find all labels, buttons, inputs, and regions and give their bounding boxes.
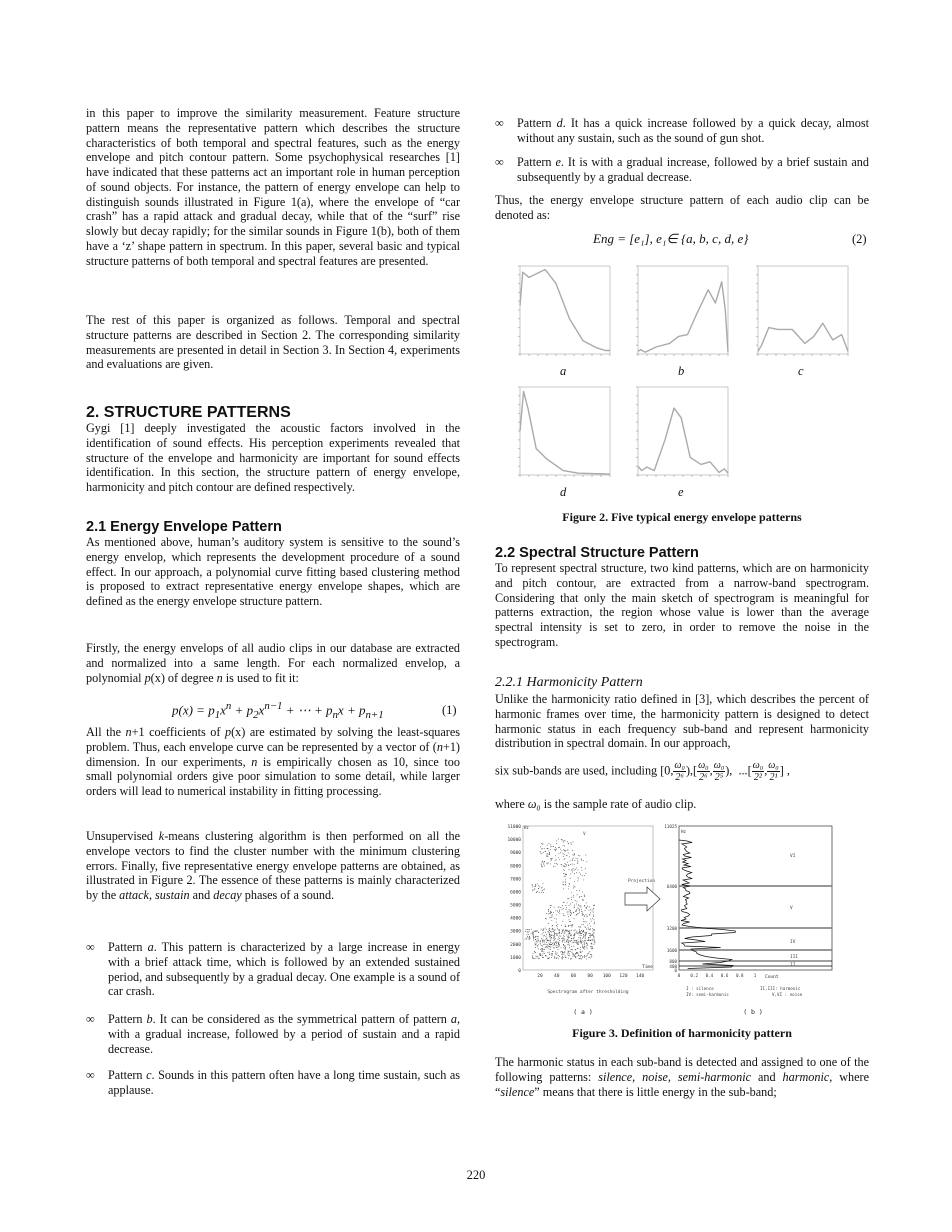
- spectrogram-mark: V: [583, 832, 586, 837]
- envelope-plot-e: [632, 383, 732, 487]
- page-number: 220: [466, 1168, 486, 1182]
- x-tick-label: 20: [537, 974, 543, 979]
- bullet-text: Pattern e. It is with a gradual increase, followed by a brief sustain and subsequently by a gradual decrease.: [517, 155, 869, 184]
- paragraph: As mentioned above, human’s auditory system is sensitive to the sound’s energy envelop, which represents the development procedure of a sound effect. In our approach, a polynomial curve fitting based clustering method is proposed to extract representative energy envelope shapes, which are defined as the energy envelope structure pattern.: [86, 535, 460, 608]
- subfigure-label: ( a ): [573, 1008, 593, 1016]
- fraction-den: 2⁶: [699, 772, 708, 783]
- subsection-heading: 2.1 Energy Envelope Pattern: [86, 519, 282, 535]
- equation-2: Eng = [e₁], e₁∈ {a, b, c, d, e}: [593, 231, 749, 246]
- bullet-pattern-d: [495, 116, 869, 146]
- bullet-icon: ∞: [86, 940, 95, 954]
- legend-item: II,III: harmonic: [760, 986, 801, 991]
- figure-2-label: a: [560, 364, 567, 378]
- x-tick-label: 120: [619, 974, 628, 979]
- band-label: VI: [790, 854, 796, 859]
- figure-2-label: b: [678, 364, 685, 378]
- x-tick-label: 0.2: [690, 973, 698, 978]
- band-label: III: [790, 955, 799, 960]
- subsubsection-heading: 2.2.1 Harmonicity Pattern: [495, 675, 643, 690]
- y-tick-label: 1600: [666, 948, 677, 953]
- subfigure-label: ( b ): [743, 1008, 763, 1016]
- x-unit: Count: [765, 975, 779, 980]
- legend-item: IV: semi-harmonic: [686, 992, 729, 997]
- y-unit: Hz: [524, 825, 529, 830]
- x-tick-label: 0: [677, 973, 681, 978]
- paragraph: Thus, the energy envelope structure pattern of each audio clip can be denoted as:: [495, 193, 869, 222]
- y-tick-label: 400: [669, 964, 677, 969]
- paragraph: Firstly, the energy envelops of all audio clips in our database are extracted and normalized into a same length. For each normalized envelop, a polynomial p(x) of degree n is used to fit it:: [86, 641, 460, 685]
- y-tick-label: 6400: [666, 884, 677, 889]
- figure-2-label: c: [798, 364, 804, 378]
- figure-2-label: d: [560, 485, 567, 499]
- paragraph: Unsupervised k-means clustering algorithm is then performed on all the envelope vectors to find the cluster number with the minimum clustering errors. Finally, five representative energy envelope patterns are obtained, as illustrated in Figure 2. The essence of these patterns is mainly characterized by the attack, sustain and decay phases of a sound.: [86, 829, 460, 902]
- equation-1: $p(x) = p_1x^n + p_2x^{n-1}$ + ⋯ + $p_nx + p_{n+1}$: [172, 700, 384, 721]
- band-label: IV: [790, 940, 796, 945]
- figure-2-label: e: [678, 485, 684, 499]
- y-tick-label: 9000: [510, 851, 521, 857]
- fraction-num: ω₀: [752, 760, 764, 771]
- bullet-pattern-e: [495, 155, 869, 185]
- x-tick-label: 40: [553, 974, 560, 979]
- projection-label: Projection: [628, 879, 656, 884]
- subbands-text: six sub-bands are used, including: [495, 763, 658, 778]
- section-heading: 2. STRUCTURE PATTERNS: [86, 404, 291, 421]
- y-tick-label: 800: [669, 959, 677, 964]
- spectrogram-points: [525, 839, 596, 960]
- envelope-plot-a: [514, 262, 614, 366]
- x-tick-label: 100: [602, 974, 611, 979]
- bullet-text: Pattern a. This pattern is characterized by a large increase in energy with a brief attack time, which is followed by an extended sustained period, and subsequently by a gradual decay. One example is a sound of car crash.: [108, 940, 460, 999]
- subbands-line: six sub-bands are used, including [0, $\frac{\text{ω₀}}{\text{2⁶}}$ ),[ $\frac{\text{ω₀}}{\text{2⁶}}$ , $\frac{\text{ω₀}}{\text{2⁵}}$ ), ...[ $\frac{\text{ω₀}}{\text{2²}}$ , $\frac{\text{ω₀}}{\text{2¹}}$ ] ,: [495, 760, 790, 783]
- bullet-text: Pattern b. It can be considered as the symmetrical pattern of pattern a, with a gradual increase, followed by a period of sustain and a rapid decrease.: [108, 1012, 460, 1056]
- fraction-den: 2²: [753, 772, 762, 783]
- fraction-den: 2⁶: [675, 772, 684, 783]
- fraction-num: ω₀: [698, 760, 709, 771]
- y-tick-label: 3200: [666, 926, 677, 931]
- envelope-plot-d: [514, 383, 614, 487]
- figure-3: [490, 815, 870, 1025]
- envelope-plot-b: [632, 262, 732, 366]
- y-tick-label: 6000: [510, 890, 521, 896]
- x-tick-label: 0.4: [705, 973, 714, 978]
- legend-item: V,VI : noise: [772, 992, 803, 997]
- subsection-heading: 2.2 Spectral Structure Pattern: [495, 545, 699, 561]
- y-tick-label: 1000: [510, 955, 521, 961]
- spectrogram-title: Spectrogram after thresholding: [547, 990, 629, 995]
- y-tick-label: 0: [674, 968, 677, 973]
- y-unit: Hz: [681, 829, 687, 834]
- envelope-plot-c: [752, 262, 852, 366]
- fraction-num: ω₀: [768, 760, 779, 771]
- paragraph: To represent spectral structure, two kind patterns, which are on harmonicity and pitch contour, are extracted from a narrow-band spectrogram. Considering that only the main sketch of spectrogram is meaningful for patterns extraction, the region whose value is lower than the average spectral intensity is set to zero, in order to remove the noise in the spectrogram.: [495, 561, 869, 649]
- intro-paragraph: in this paper to improve the similarity measurement. Feature structure pattern means the representative pattern which describes the structure characteristics of both temporal and spectral features, such as the energy envelope and pitch contour pattern. Some psychophysical researches [1] have indicated that these patterns act an important role in human perception of sound objects. For instance, the pattern of energy envelope can help to distinguish sounds illustrated in Figure 1(a), where the envelope of “car crash” has a rapid attack and gradual decay, while that of the “surf” rise slowly but decay rapidly; for the similar sounds in Figure 1(b), both of them have a ‘z’ shape pattern in spectrum. In this paper, several basic and typical structure patterns of both temporal and spectral features are presented.: [86, 106, 460, 268]
- y-tick-label: 5000: [510, 903, 521, 909]
- fraction-num: ω₀: [713, 760, 725, 771]
- legend-item: I : silence: [686, 986, 714, 991]
- equation-number: (1): [442, 703, 457, 717]
- equation-number: (2): [852, 232, 867, 246]
- paragraph: The harmonic status in each sub-band is detected and assigned to one of the following patterns: silence, noise, semi-harmonic and harmonic, where “silence” means that there is little energy in the sub-band;: [495, 1055, 870, 1099]
- y-tick-label: 3000: [510, 929, 521, 935]
- y-tick-label: 2000: [510, 942, 521, 948]
- bullet-text: Pattern c. Sounds in this pattern often have a long time sustain, such as applause.: [108, 1068, 460, 1097]
- x-tick-label: 80: [587, 974, 593, 979]
- section-paragraph: Gygi [1] deeply investigated the acoustic factors involved in the identification of sound effects. His perception experiments revealed that structure of the envelope and harmonicity are important for sound effects identification. In this section, the structure pattern of energy envelope, harmonicity and pitch contour are defined respectively.: [86, 421, 460, 494]
- x-tick-label: 0.8: [736, 973, 744, 978]
- y-tick-label: 4000: [510, 916, 521, 922]
- figure-2-caption: Figure 2. Five typical energy envelope patterns: [562, 510, 802, 524]
- bullet-pattern-b: [86, 1012, 460, 1056]
- x-tick-label: 0.6: [720, 973, 729, 978]
- y-tick-label: 7000: [510, 877, 521, 883]
- bullet-text: Pattern d. It has a quick increase followed by a quick decay, almost without any sustain, such as the sound of gun shot.: [517, 116, 869, 145]
- projection-arrow-icon: [625, 887, 660, 911]
- paragraph: Unlike the harmonicity ratio defined in [3], which describes the percent of harmonic frames over time, the harmonicity pattern is designed to detect harmonic status in each frequency sub-band and represent harmonicity distribution in spectral domain. In our approach,: [495, 692, 869, 751]
- y-tick-label: 11025: [664, 824, 677, 829]
- x-tick-label: 1: [753, 973, 757, 978]
- paragraph: where ω₀ is the sample rate of audio clip.: [495, 797, 697, 811]
- y-tick-label: 11000: [507, 825, 521, 830]
- band-label: II: [790, 963, 796, 968]
- y-tick-label: 8000: [510, 864, 521, 870]
- bullet-icon: ∞: [86, 1012, 95, 1026]
- x-unit: Time: [642, 965, 653, 970]
- fraction-den: 2⁵: [714, 772, 724, 783]
- figure-3-caption: Figure 3. Definition of harmonicity pattern: [572, 1026, 792, 1040]
- x-tick-label: 140: [636, 974, 645, 979]
- bullet-icon: ∞: [495, 155, 504, 169]
- x-tick-label: 60: [570, 974, 577, 979]
- band-label: V: [790, 906, 793, 911]
- bullet-pattern-c: [86, 1068, 460, 1098]
- organization-paragraph: The rest of this paper is organized as follows. Temporal and spectral structure patterns are described in Section 2. The corresponding similarity measurements are presented in detail in Section 3. In Section 4, experiments and evaluations are given.: [86, 313, 460, 372]
- fraction-den: 2¹: [769, 772, 778, 783]
- paragraph: All the n+1 coefficients of p(x) are estimated by solving the least-squares problem. Thus, each envelope curve can be represented by a vector of (n+1) dimension. In our experiments, n is empirically chosen as 10, since too small polynomial orders give poor simulation to some detail, while larger orders will lead to numerical instability in fitting processing.: [86, 725, 461, 798]
- bullet-pattern-a: [86, 940, 460, 999]
- bullet-icon: ∞: [86, 1068, 95, 1082]
- bullet-icon: ∞: [495, 116, 504, 130]
- y-tick-label: 0: [518, 969, 521, 974]
- y-tick-label: 10000: [507, 838, 521, 844]
- fraction-num: ω₀: [674, 760, 685, 771]
